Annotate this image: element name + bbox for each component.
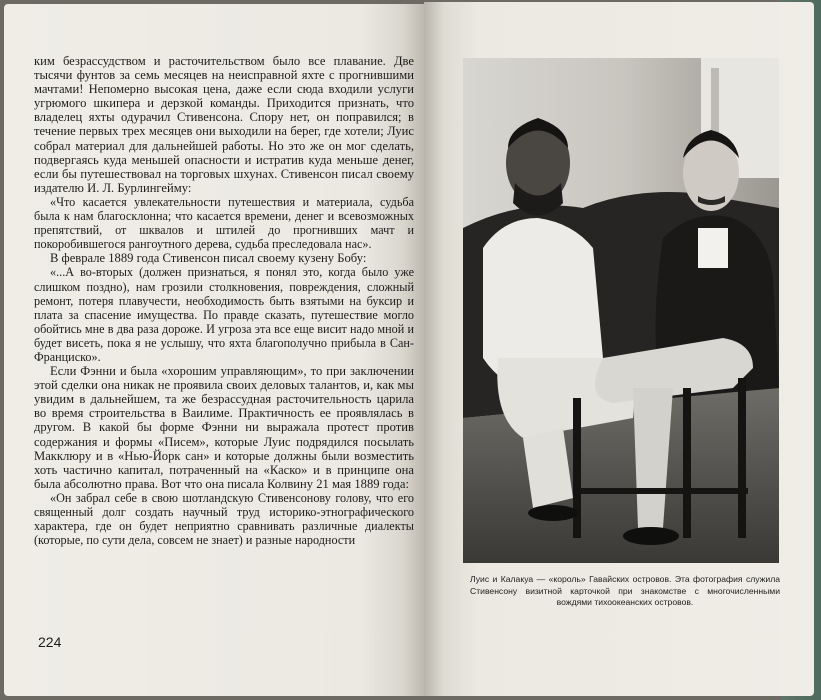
left-page-text [34,54,414,547]
photo-caption: Луис и Калакуа — «король» Гавайских островов. Эта фотография служила Стивенсону визитной карточкой при знакомстве с многочисленными вождями тихоокеанских островов. [470,574,780,607]
paragraph: Если Фэнни и была «хорошим управляющим», то при заключении этой сделки она никак не проявила своих деловых талантов, и, как мы увидим в дальнейшем, та же безрассудная расточительность царила во время строительства в Ваилиме. Практичность ее проявлялась в другом. В какой бы форме Фэнни ни выражала протест против содержания и формы «Писем», которые Луис подрядился посылать Макклюру и в «Нью-Йорк сан» и которые должны были возместить хоть частично капитал, потраченный на «Каско» и в принципе она была абсолютно права. Вот что она писала Колвину 21 мая 1889 года: [34,364,414,491]
paragraph: В феврале 1889 года Стивенсон писал своему кузену Бобу: [50,251,367,266]
page-number: 224 [38,634,62,650]
paragraph: ким безрассудством и расточительством было все плавание. Две тысячи фунтов за семь месяцев на неисправной яхте с прогнившими мачтами! Непомерно высокая цена, даже если сюда входили услуги угрюмого шкипера и дерзкой команды. Приходится признать, что владелец яхты одурачил Стивенсона. Спору нет, он поправился; в течение первых трех месяцев они выходили на берег, где хотели; Луис собрал материал для дальнейшей работы. Но это же он мог сделать, подвергаясь куда меньшей опасности и истратив куда меньше денег, если бы путешествовал на торговых шхунах. Стивенсон писал своему издателю И. Л. Бурлингейму: [34,54,414,195]
quote-paragraph: «...А во-вторых (должен признаться, я понял это, когда было уже слишком поздно), нам грозили столкновения, повреждения, сложный ремонт, потеря плавучести, необходимость быть взятыми на буксир и плата за спасение имущества. По правде сказать, путешествие могло обойтись мне в два раза дороже. И угроза эта все еще висит надо мной и будет висеть, пока я не услышу, что яхта благополучно прибыла в Сан-Франциско». [34,265,414,364]
quote-paragraph: «Он забрал себе в свою шотландскую Стивенсонову голову, что его священный долг создать научный труд историко-этнографического характера, где он будет неприятно сравнивать различные диалекты (которые, по сути дела, совсем не знает) и разные народности [34,490,414,548]
photograph-illustration [463,58,779,563]
left-page [4,4,424,696]
quote-paragraph: «Что касается увлекательности путешествия и материала, судьба была к нам благосклонна; что касается времени, денег и всевозможных препятствий, от шквалов и штилей до прогнивших мачт и покоробившегося рангоутного дерева, судьба преследовала нас». [34,194,414,252]
photograph [463,58,779,563]
